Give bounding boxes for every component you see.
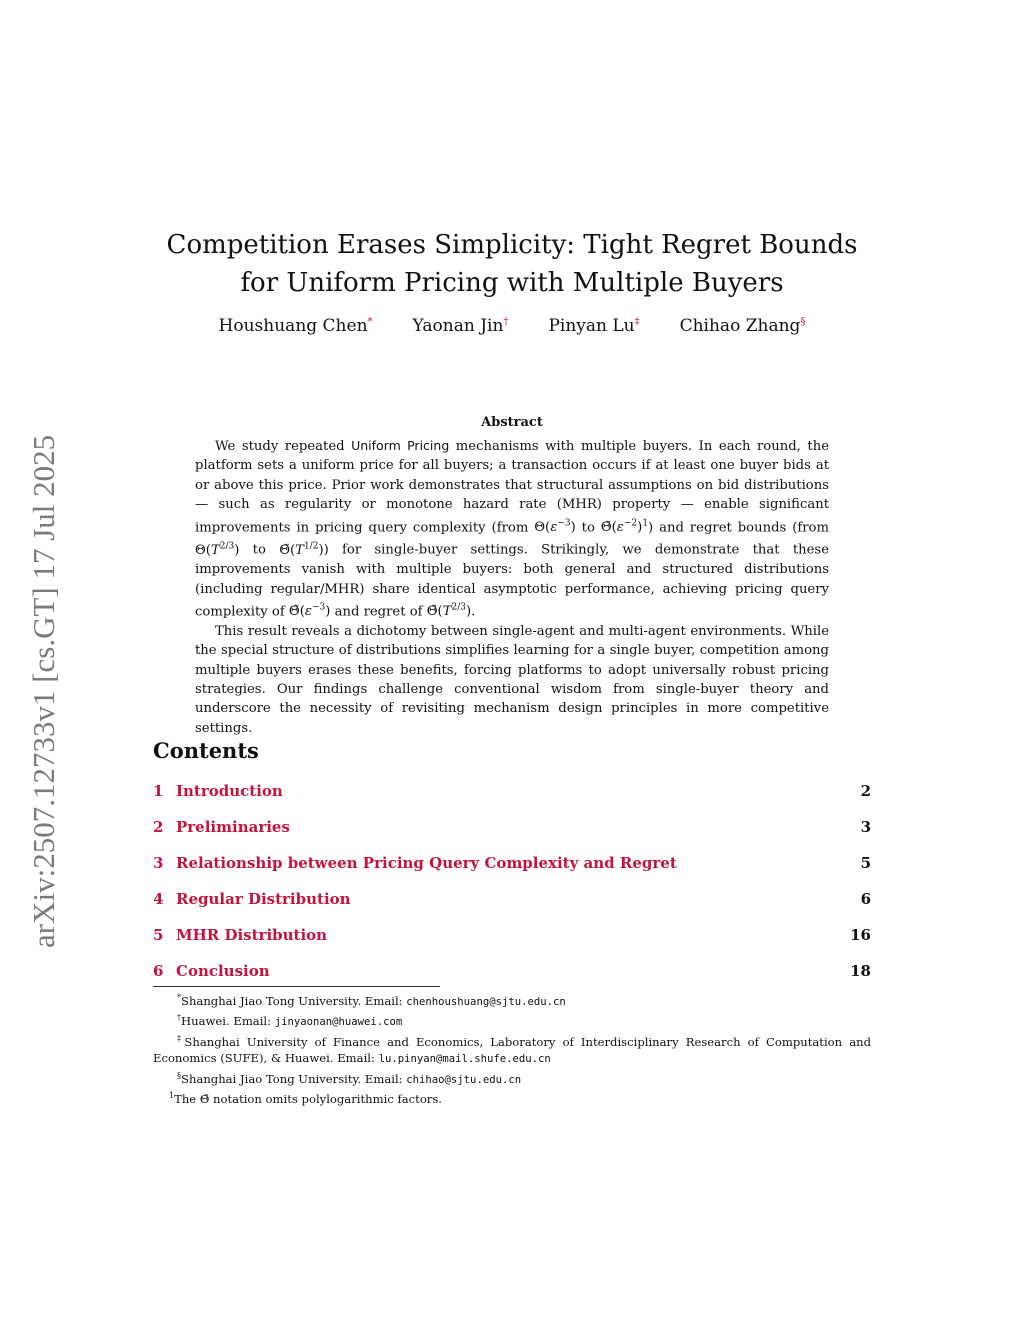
toc-entry-regular-distribution[interactable]: [153, 890, 871, 926]
author: Houshuang Chen*: [218, 316, 373, 336]
math-formula: $\Thetã(T^{2/3})$: [426, 603, 472, 620]
math-formula: $\Theta(T^{2/3})$: [195, 541, 240, 558]
toc-link[interactable]: 1 Introduction: [153, 782, 283, 800]
toc-page-number[interactable]: 2: [860, 782, 871, 800]
toc-entry-preliminaries[interactable]: [153, 818, 871, 854]
footnote-2: †Huawei. Email: jinyaonan@huawei.com: [177, 1013, 403, 1029]
math-formula: $\Thetã(\varepsilon^{-2})^1$: [600, 518, 649, 536]
toc-page-number[interactable]: 5: [860, 854, 871, 872]
footnote-4: §Shanghai Jiao Tong University. Email: chihao@sjtu.edu.cn: [177, 1070, 522, 1086]
toc-page-number[interactable]: 18: [850, 962, 871, 980]
math-formula: $\Thetã(\varepsilon^{-3})$: [288, 603, 331, 620]
author-footnote-mark[interactable]: ‡: [634, 316, 640, 328]
title-line-1: Competition Erases Simplicity: Tight Regret Bounds: [166, 230, 858, 260]
arxiv-stamp: arXiv:2507.12733v1 [cs.GT] 17 Jul 2025: [26, 434, 61, 948]
email-link[interactable]: lu.pinyan@mail.shufe.edu.cn: [378, 1053, 551, 1066]
math-formula: Θ̃: [199, 1092, 210, 1107]
footnote-1: *Shanghai Jiao Tong University. Email: chenhoushuang@sjtu.edu.cn: [177, 993, 566, 1008]
abstract-paragraph-2: This result reveals a dichotomy between single-agent and multi-agent environments. While the special structure of distributions simplifies learning for a single buyer, competition among multiple buyers erases these benefits, forcing platforms to adopt universally robust pricing strategies. Our findings challenge conventional wisdom from single-buyer theory and underscore the necessity of revisiting mechanism design principles in more competitive settings.: [195, 623, 829, 736]
email-link[interactable]: chihao@sjtu.edu.cn: [406, 1073, 522, 1086]
mechanism-name: Uniform Pricing: [351, 438, 450, 453]
author-footnote-mark[interactable]: *: [367, 316, 373, 328]
toc-entry-relationship[interactable]: [153, 854, 871, 890]
toc-entry-introduction[interactable]: [153, 782, 871, 818]
toc-link[interactable]: 3 Relationship between Pricing Query Complexity and Regret: [153, 854, 677, 872]
footnotes: [153, 990, 871, 1108]
author-footnote-mark[interactable]: †: [503, 316, 509, 328]
table-of-contents: [153, 782, 871, 998]
author: Pinyan Lu‡: [548, 316, 640, 336]
footnote-5: $^1$The Θ̃ notation omits polylogarithmic factors.: [169, 1091, 442, 1107]
toc-page-number[interactable]: 6: [860, 890, 871, 908]
abstract-body: [195, 436, 829, 738]
math-formula: $\Theta(\varepsilon^{-3})$: [534, 518, 576, 536]
footnote-rule: [153, 986, 440, 987]
author-footnote-mark[interactable]: §: [800, 316, 806, 328]
abstract-heading: Abstract: [481, 415, 543, 430]
email-link[interactable]: chenhoushuang@sjtu.edu.cn: [406, 995, 566, 1008]
abstract-paragraph-1: We study repeated Uniform Pricing mechanisms with multiple buyers. In each round, the platform sets a uniform price for all buyers; a transaction occurs if at least one buyer bids at or above this price. Prior work demonstrates that structural assumptions on bid distributions — such as regularity or monotone hazard rate (MHR) property — enable significant improvements in pricing query complexity (from $\Theta(\varepsilon^{-3})$ to $\Thetã(\varepsilon^{-2})^1$) and regret bounds (from $\Theta(T^{2/3})$ to $\Thetã(T^{1/2})$) for single-buyer settings. Strikingly, we demonstrate that these improvements vanish with multiple buyers: both general and structured distributions (including regular/MHR) share identical asymptotic performance, achieving pricing query complexity of $\Thetã(\varepsilon^{-3})$ and regret of $\Thetã(T^{2/3})$.: [195, 438, 830, 620]
paper-title: [130, 226, 894, 302]
author: Chihao Zhang§: [679, 316, 806, 336]
math-formula: $\Thetã(T^{1/2})$: [279, 541, 324, 558]
toc-link[interactable]: 2 Preliminaries: [153, 818, 290, 836]
toc-entry-mhr-distribution[interactable]: [153, 926, 871, 962]
toc-page-number[interactable]: 16: [850, 926, 871, 944]
footnote-3: ‡Shanghai University of Finance and Economics, Laboratory of Interdisciplinary Research of Computation and Economics (SUFE), & Huawei. Email: lu.pinyan@mail.shufe.edu.cn: [153, 1033, 872, 1066]
toc-link[interactable]: 4 Regular Distribution: [153, 890, 351, 908]
author: Yaonan Jin†: [412, 316, 509, 336]
email-link[interactable]: jinyaonan@huawei.com: [274, 1016, 403, 1029]
toc-page-number[interactable]: 3: [860, 818, 871, 836]
title-line-2: for Uniform Pricing with Multiple Buyers: [240, 268, 784, 298]
author-list: [140, 316, 884, 336]
toc-link[interactable]: 6 Conclusion: [153, 962, 270, 980]
toc-link[interactable]: 5 MHR Distribution: [153, 926, 328, 944]
contents-heading: Contents: [153, 738, 259, 763]
